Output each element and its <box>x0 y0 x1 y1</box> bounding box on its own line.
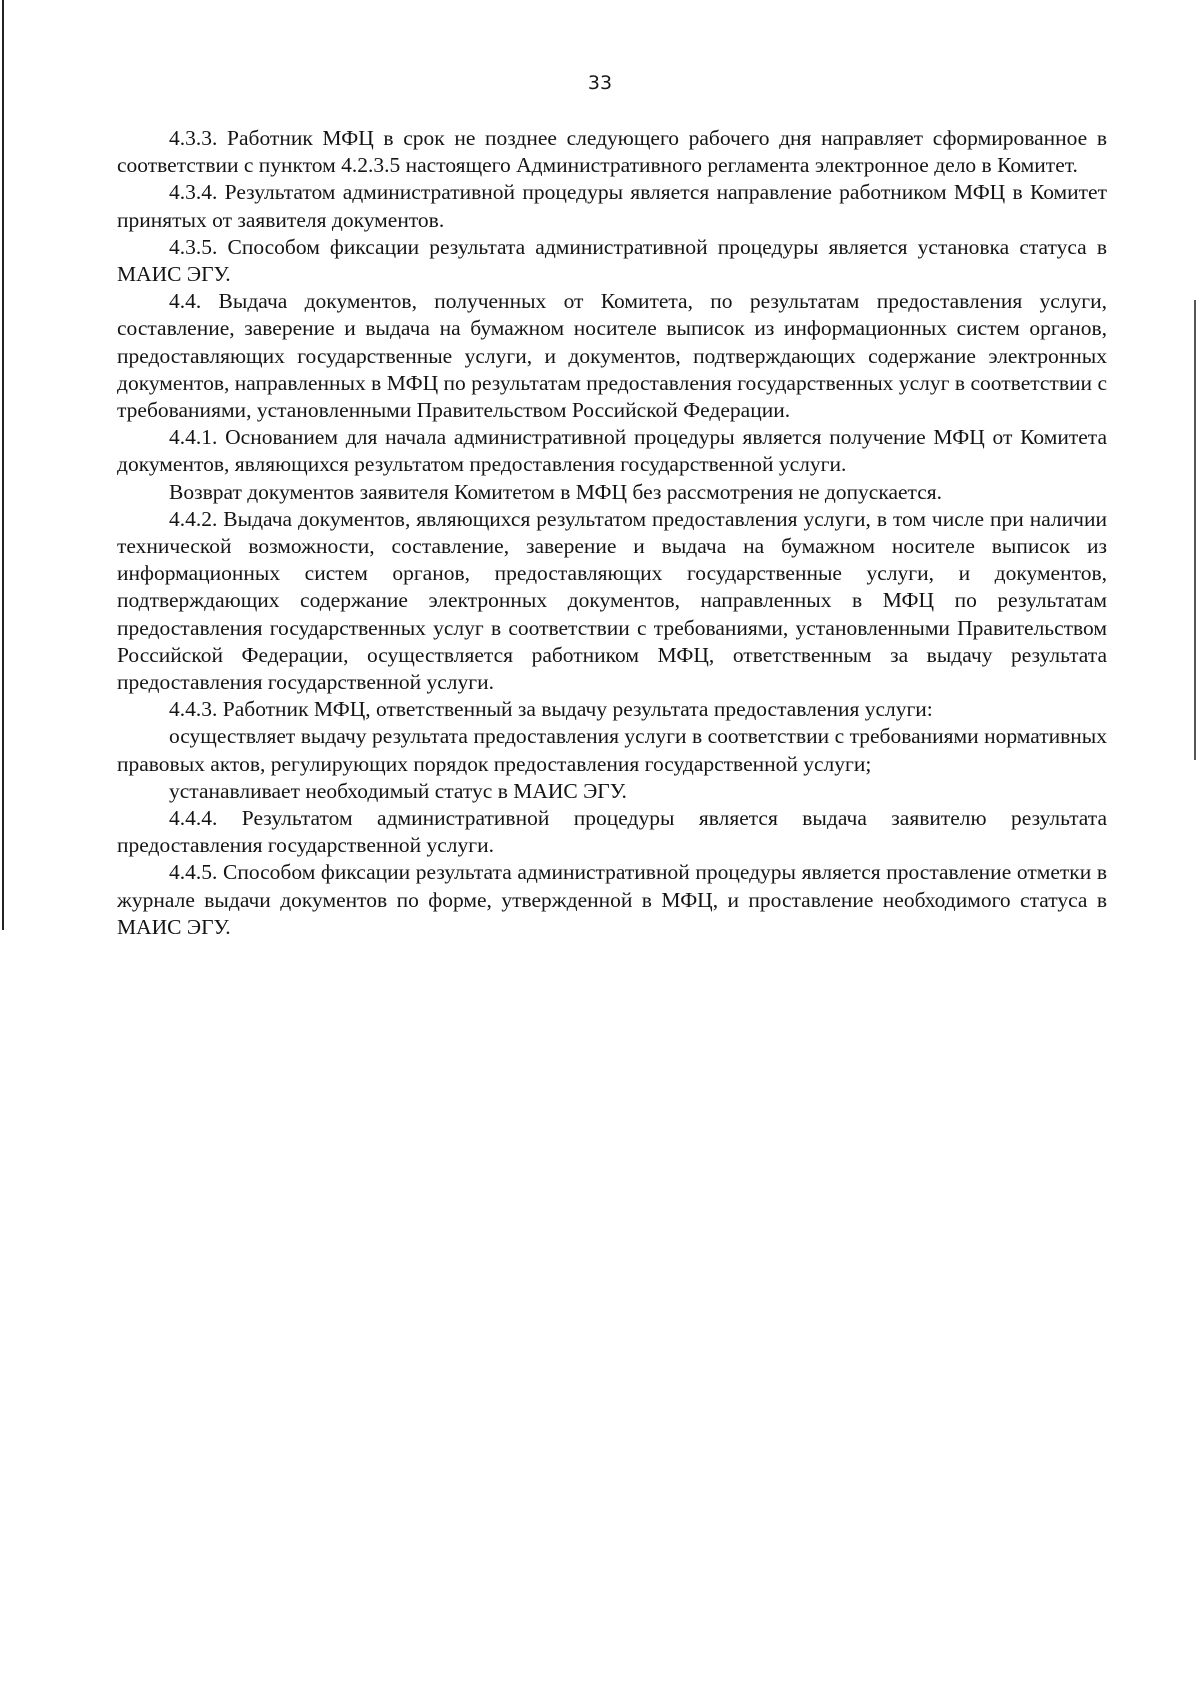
paragraph-4-4-5: 4.4.5. Способом фиксации результата административной процедуры является проставление отметки в журнале выдачи документов по форме, утвержденной в МФЦ, и проставление необходимого статуса в МАИС ЭГУ. <box>117 860 1107 939</box>
document-body <box>117 125 1107 941</box>
left-scan-edge <box>2 0 4 930</box>
paragraph-4-3-4: 4.3.4. Результатом административной процедуры является направление работником МФЦ в Комитет принятых от заявителя документов. <box>117 180 1107 232</box>
paragraph-return-of-documents: Возврат документов заявителя Комитетом в МФЦ без рассмотрения не допускается. <box>169 479 943 504</box>
paragraph-sets-status: устанавливает необходимый статус в МАИС ЭГУ. <box>169 778 627 803</box>
paragraph-4-3-5: 4.3.5. Способом фиксации результата административной процедуры является установка статуса в МАИС ЭГУ. <box>117 234 1107 287</box>
paragraph-4-4-4: 4.4.4. Результатом административной процедуры является выдача заявителю результата предоставления государственной услуги. <box>117 806 1107 858</box>
paragraph-4-4-1: 4.4.1. Основанием для начала административной процедуры является получение МФЦ от Комитета документов, являющихся результатом предоставления государственной услуги. <box>117 425 1107 477</box>
paragraph-4-4-2: 4.4.2. Выдача документов, являющихся результатом предоставления услуги, в том числе при наличии технической возможности, составление, заверение и выдача на бумажном носителе выписок из информационных систем органов, предоставляющих государственные услуги, и документов, подтверждающих содержание электронных документов, направленных в МФЦ по результатам предоставления государственных услуг в соответствии с требованиями, установленными Правительством Российской Федерации, осуществляется работником МФЦ, ответственным за выдачу результата предоставления государственной услуги. <box>117 506 1107 695</box>
paragraph-4-4: 4.4. Выдача документов, полученных от Комитета, по результатам предоставления услуги, составление, заверение и выдача на бумажном носителе выписок из информационных систем органов, предоставляющих государственные услуги, и документов, подтверждающих содержание электронных документов, направленных в МФЦ по результатам предоставления государственных услуг в соответствии с требованиями, установленными Правительством Российской Федерации. <box>117 289 1107 423</box>
paragraph-issues-result: осуществляет выдачу результата предоставления услуги в соответствии с требованиями нормативных правовых актов, регулирующих порядок предоставления государственной услуги; <box>117 724 1107 776</box>
right-scan-edge <box>1194 300 1196 760</box>
paragraph-4-4-3: 4.4.3. Работник МФЦ, ответственный за выдачу результата предоставления услуги: <box>169 697 933 722</box>
paragraph-4-3-3: 4.3.3. Работник МФЦ в срок не позднее следующего рабочего дня направляет сформированное в соответствии с пунктом 4.2.3.5 настоящего Административного регламента электронное дело в Комитет. <box>117 126 1107 178</box>
page-number: 33 <box>587 72 613 94</box>
